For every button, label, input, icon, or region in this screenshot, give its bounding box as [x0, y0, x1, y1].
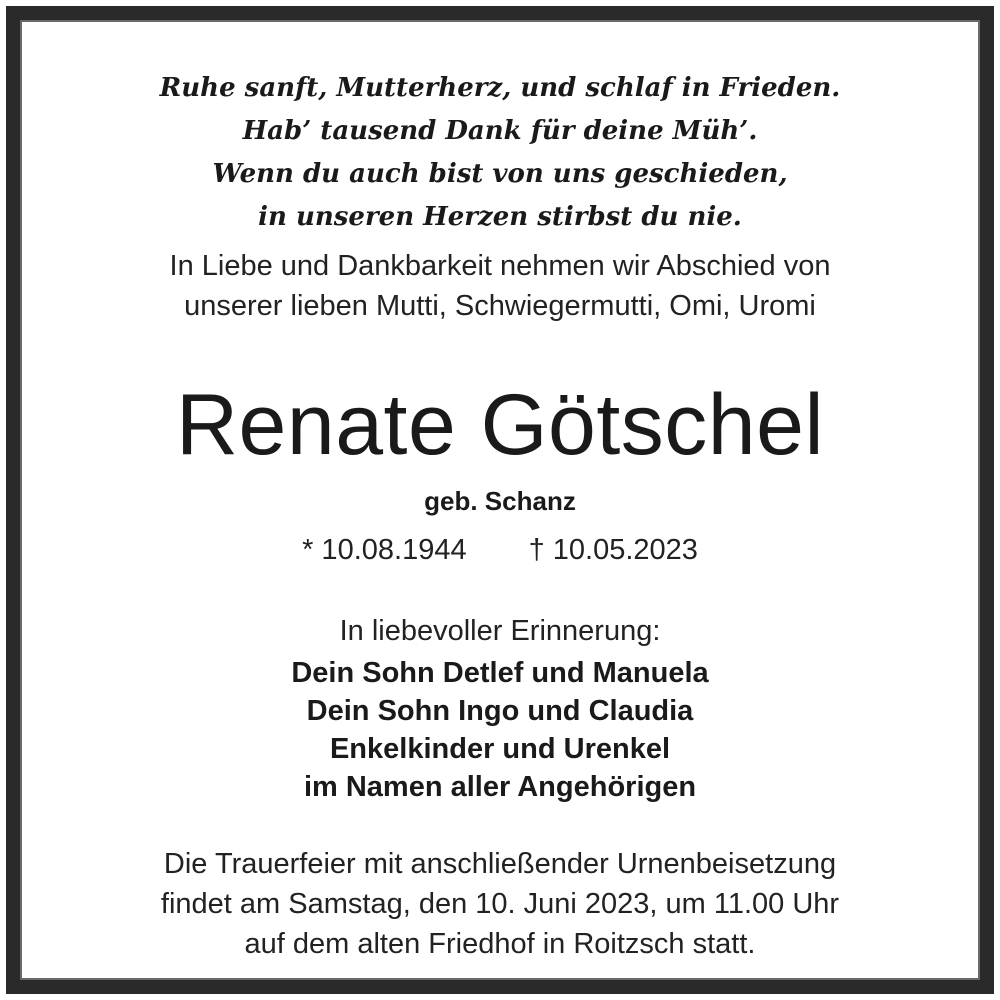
service-line: findet am Samstag, den 10. Juni 2023, um 11.00 Uhr — [160, 888, 840, 920]
obituary-content — [20, 20, 980, 980]
intro-line: unserer lieben Mutti, Schwiegermutti, Omi, Uromi — [184, 290, 816, 322]
poem-line: in unseren Herzen stirbst du nie. — [258, 202, 742, 232]
mourner-entry: im Namen aller Angehörigen — [303, 771, 697, 803]
memory-heading: In liebevoller Erinnerung: — [339, 615, 661, 647]
intro-line: In Liebe und Dankbarkeit nehmen wir Abschied von — [169, 250, 831, 282]
death-date: † 10.05.2023 — [528, 534, 698, 566]
obituary-frame — [6, 6, 994, 994]
mourner-entry: Dein Sohn Ingo und Claudia — [306, 695, 694, 727]
poem-line: Ruhe sanft, Mutterherz, und schlaf in Frieden. — [159, 73, 841, 103]
deceased-name: Renate Götschel — [175, 377, 825, 473]
mourner-entry: Dein Sohn Detlef und Manuela — [291, 657, 709, 689]
mourner-entry: Enkelkinder und Urenkel — [329, 733, 671, 765]
memorial-poem — [20, 67, 980, 239]
life-dates — [20, 530, 980, 570]
farewell-intro — [20, 246, 980, 326]
poem-line: Hab’ tausend Dank für deine Müh’. — [242, 116, 758, 146]
service-line: auf dem alten Friedhof in Roitzsch statt. — [244, 928, 756, 960]
maiden-name: geb. Schanz — [424, 486, 576, 516]
mourners-list — [20, 654, 980, 806]
funeral-service-info — [20, 844, 980, 964]
birth-date: * 10.08.1944 — [302, 534, 467, 566]
poem-line: Wenn du auch bist von uns geschieden, — [212, 159, 788, 189]
service-line: Die Trauerfeier mit anschließender Urnenbeisetzung — [163, 848, 837, 880]
